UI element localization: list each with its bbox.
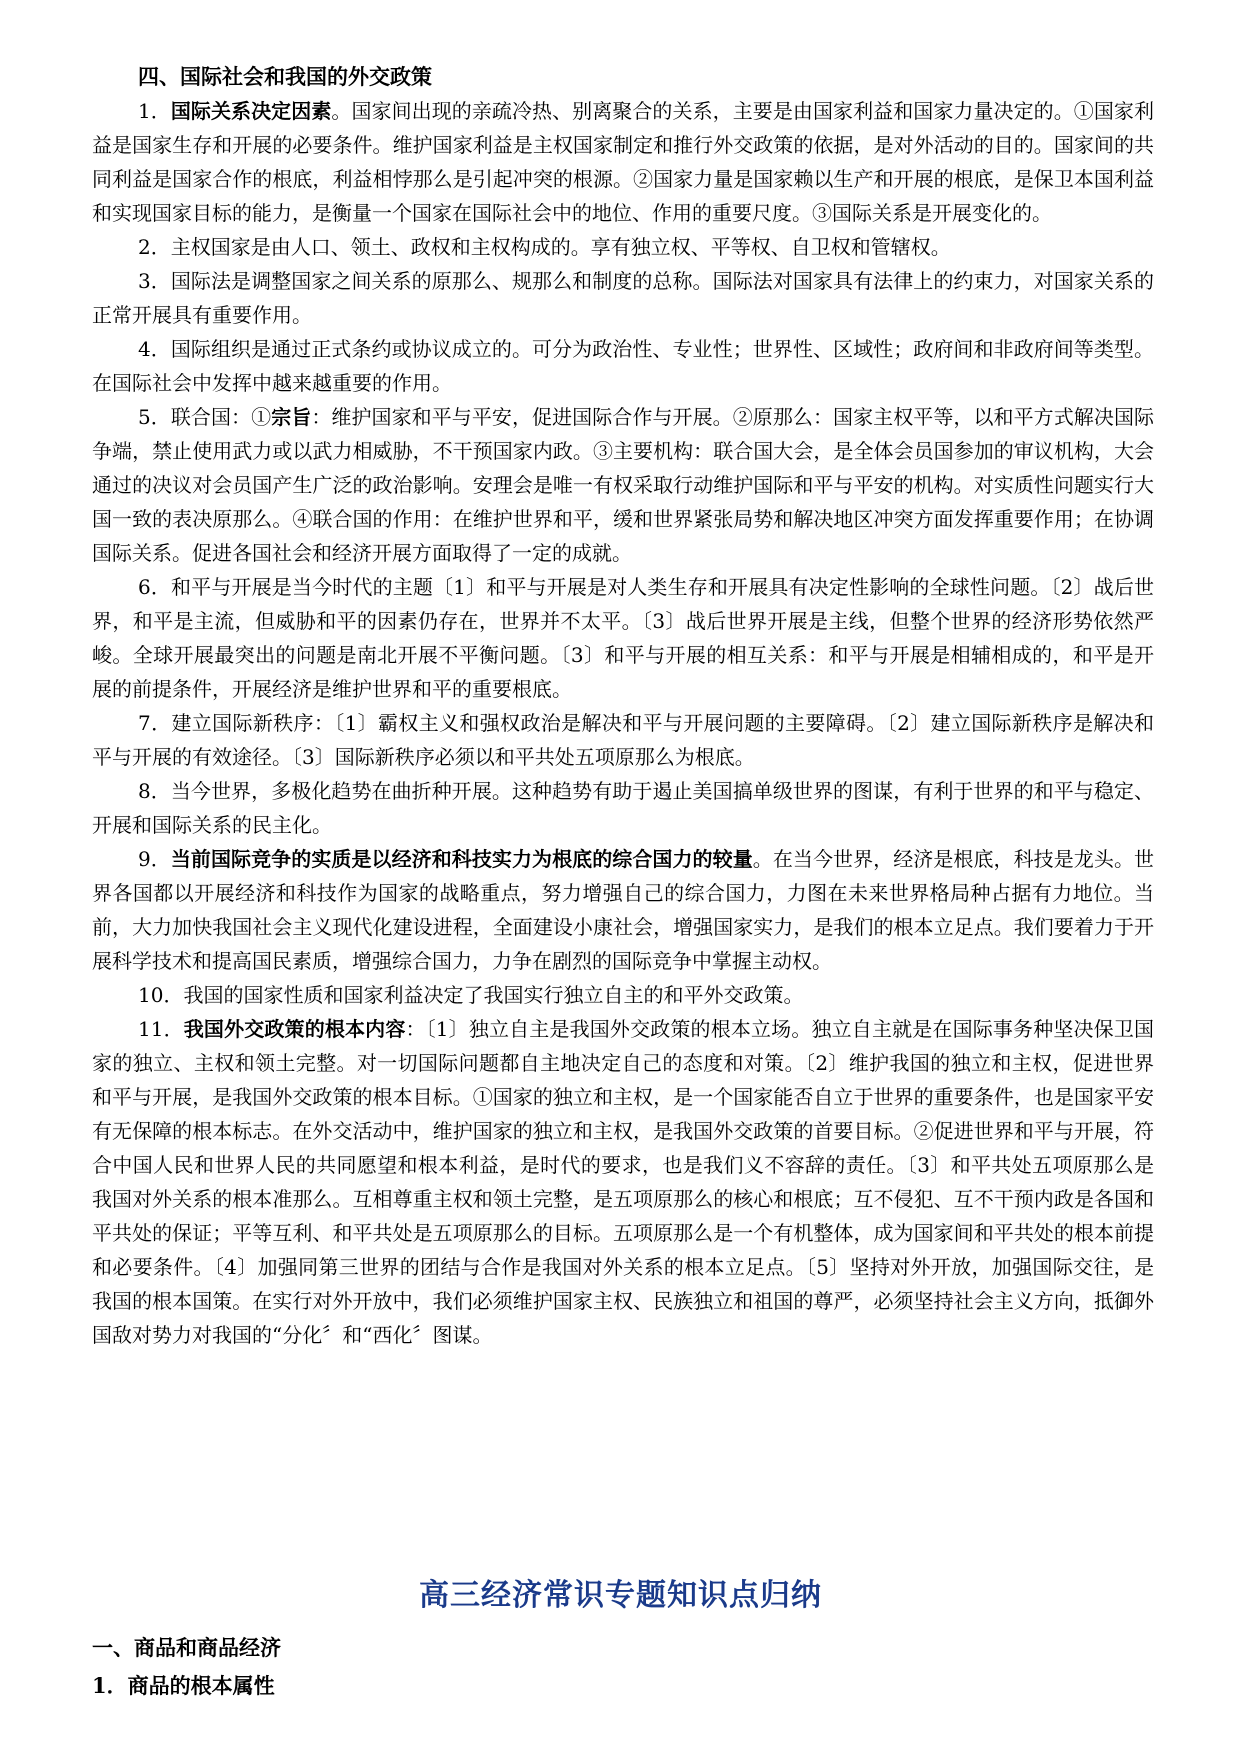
paragraph-lead: 11． [138, 1017, 184, 1041]
heading-1: 一、商品和商品经济 [92, 1635, 281, 1660]
document-body [92, 60, 1154, 1352]
paragraph-text: 。国家间出现的亲疏冷热、别离聚合的关系，主要是由国家利益和国家力量决定的。①国家利益是国家生存和开展的必要条件。维护国家利益是主权国家制定和推行外交政策的依据，是对外活动的目的。国家间的共同利益是国家合作的根底，利益相悖那么是引起冲突的根源。②国家力量是国家赖以生产和开展的根底，是保卫本国利益和实现国家目标的能力，是衡量一个国家在国际社会中的地位、作用的重要尺度。③国际关系是开展变化的。 [92, 99, 1155, 225]
paragraph-emphasis: 当前国际竞争的实质是以经济和科技实力为根底的综合国力的较量 [170, 847, 753, 871]
paragraph-lead: 2． [138, 235, 171, 259]
paragraph [92, 94, 1154, 230]
paragraph-emphasis: 宗旨 [271, 405, 312, 429]
paragraph-text: 和平与开展是当今时代的主题〔1〕和平与开展是对人类生存和开展具有决定性影响的全球性问题。〔2〕战后世界，和平是主流，但威胁和平的因素仍存在，世界并不太平。〔3〕战后世界开展是主线，但整个世界的经济形势依然严峻。全球开展最突出的问题是南北开展不平衡问题。〔3〕和平与开展的相互关系：和平与开展是相辅相成的，和平是开展的前提条件，开展经济是维护世界和平的重要根底。 [92, 575, 1154, 701]
paragraph-text: 国际法是调整国家之间关系的原那么、规那么和制度的总称。国际法对国家具有法律上的约束力，对国家关系的正常开展具有重要作用。 [92, 269, 1154, 327]
paragraph-lead: 5．联合国：① [138, 405, 272, 429]
paragraph-emphasis: 我国外交政策的根本内容 [183, 1017, 406, 1041]
paragraph-lead: 9． [138, 847, 171, 871]
paragraph [92, 400, 1154, 570]
section-title: 四、国际社会和我国的外交政策 [138, 64, 432, 89]
paragraph-text: 我国的国家性质和国家利益决定了我国实行独立自主的和平外交政策。 [183, 983, 804, 1007]
paragraph-text: 建立国际新秩序：〔1〕霸权主义和强权政治是解决和平与开展问题的主要障碍。〔2〕建立国际新秩序是解决和平与开展的有效途径。〔3〕国际新秩序必须以和平共处五项原那么为根底。 [92, 711, 1154, 769]
paragraph-lead: 8． [138, 779, 171, 803]
paragraph [92, 230, 1154, 264]
paragraph [92, 1012, 1154, 1352]
main-title: 高三经济常识专题知识点归纳 [419, 1578, 822, 1613]
paragraph [92, 332, 1154, 400]
heading-2: 1．商品的根本属性 [92, 1673, 275, 1698]
paragraph [92, 570, 1154, 706]
paragraph-text: 主权国家是由人口、领土、政权和主权构成的。享有独立权、平等权、自卫权和管辖权。 [170, 235, 951, 259]
paragraph [92, 978, 1154, 1012]
paragraph-list [92, 94, 1154, 1352]
paragraph-text: ：〔1〕独立自主是我国外交政策的根本立场。独立自主就是在国际事务种坚决保卫国家的独立、主权和领土完整。对一切国际问题都自主地决定自己的态度和对策。〔2〕维护我国的独立和主权，促进世界和平与开展，是我国外交政策的根本目标。①国家的独立和主权，是一个国家能否自立于世界的重要条件，也是国家平安有无保障的根本标志。在外交活动中，维护国家的独立和主权，是我国外交政策的首要目标。②促进世界和平与开展，符合中国人民和世界人民的共同愿望和根本利益，是时代的要求，也是我们义不容辞的责任。〔3〕和平共处五项原那么是我国对外关系的根本准那么。互相尊重主权和领土完整，是五项原那么的核心和根底；互不侵犯、互不干预内政是各国和平共处的保证；平等互利、和平共处是五项原那么的目标。五项原那么是一个有机整体，成为国家间和平共处的根本前提和必要条件。〔4〕加强同第三世界的团结与合作是我国对外关系的根本立足点。〔5〕坚持对外开放，加强国际交往，是我国的根本国策。在实行对外开放中，我们必须维护国家主权、民族独立和祖国的尊严，必须坚持社会主义方向，抵御外国敌对势力对我国的“分化〞和“西化〞图谋。 [92, 1017, 1154, 1347]
paragraph-emphasis: 国际关系决定因素 [170, 99, 332, 123]
paragraph-lead: 4． [138, 337, 171, 361]
paragraph-lead: 3． [138, 269, 171, 293]
paragraph-lead: 1． [138, 99, 171, 123]
paragraph [92, 774, 1154, 842]
paragraph [92, 842, 1154, 978]
paragraph [92, 264, 1154, 332]
paragraph-lead: 7． [138, 711, 172, 735]
paragraph-text: 当今世界，多极化趋势在曲折种开展。这种趋势有助于遏止美国搞单级世界的图谋，有利于世界的和平与稳定、开展和国际关系的民主化。 [92, 779, 1154, 837]
paragraph-text: 。在当今世界，经济是根底，科技是龙头。世界各国都以开展经济和科技作为国家的战略重点，努力增强自己的综合国力，力图在未来世界格局种占据有力地位。当前，大力加快我国社会主义现代化建设进程，全面建设小康社会，增强国家实力，是我们的根本立足点。我们要着力于开展科学技术和提高国民素质，增强综合国力，力争在剧烈的国际竞争中掌握主动权。 [92, 847, 1155, 973]
paragraph-lead: 10． [138, 983, 184, 1007]
paragraph-text: 国际组织是通过正式条约或协议成立的。可分为政治性、专业性；世界性、区域性；政府间和非政府间等类型。在国际社会中发挥中越来越重要的作用。 [92, 337, 1154, 395]
paragraph [92, 706, 1154, 774]
paragraph-lead: 6． [138, 575, 172, 599]
paragraph-text: ：维护国家和平与平安，促进国际合作与开展。②原那么：国家主权平等，以和平方式解决国际争端，禁止使用武力或以武力相威胁，不干预国家内政。③主要机构：联合国大会，是全体会员国参加的审议机构，大会通过的决议对会员国产生广泛的政治影响。安理会是唯一有权采取行动维护国际和平与平安的机构。对实质性问题实行大国一致的表决原那么。④联合国的作用：在维护世界和平，缓和世界紧张局势和解决地区冲突方面发挥重要作用；在协调国际关系。促进各国社会和经济开展方面取得了一定的成就。 [92, 405, 1155, 565]
